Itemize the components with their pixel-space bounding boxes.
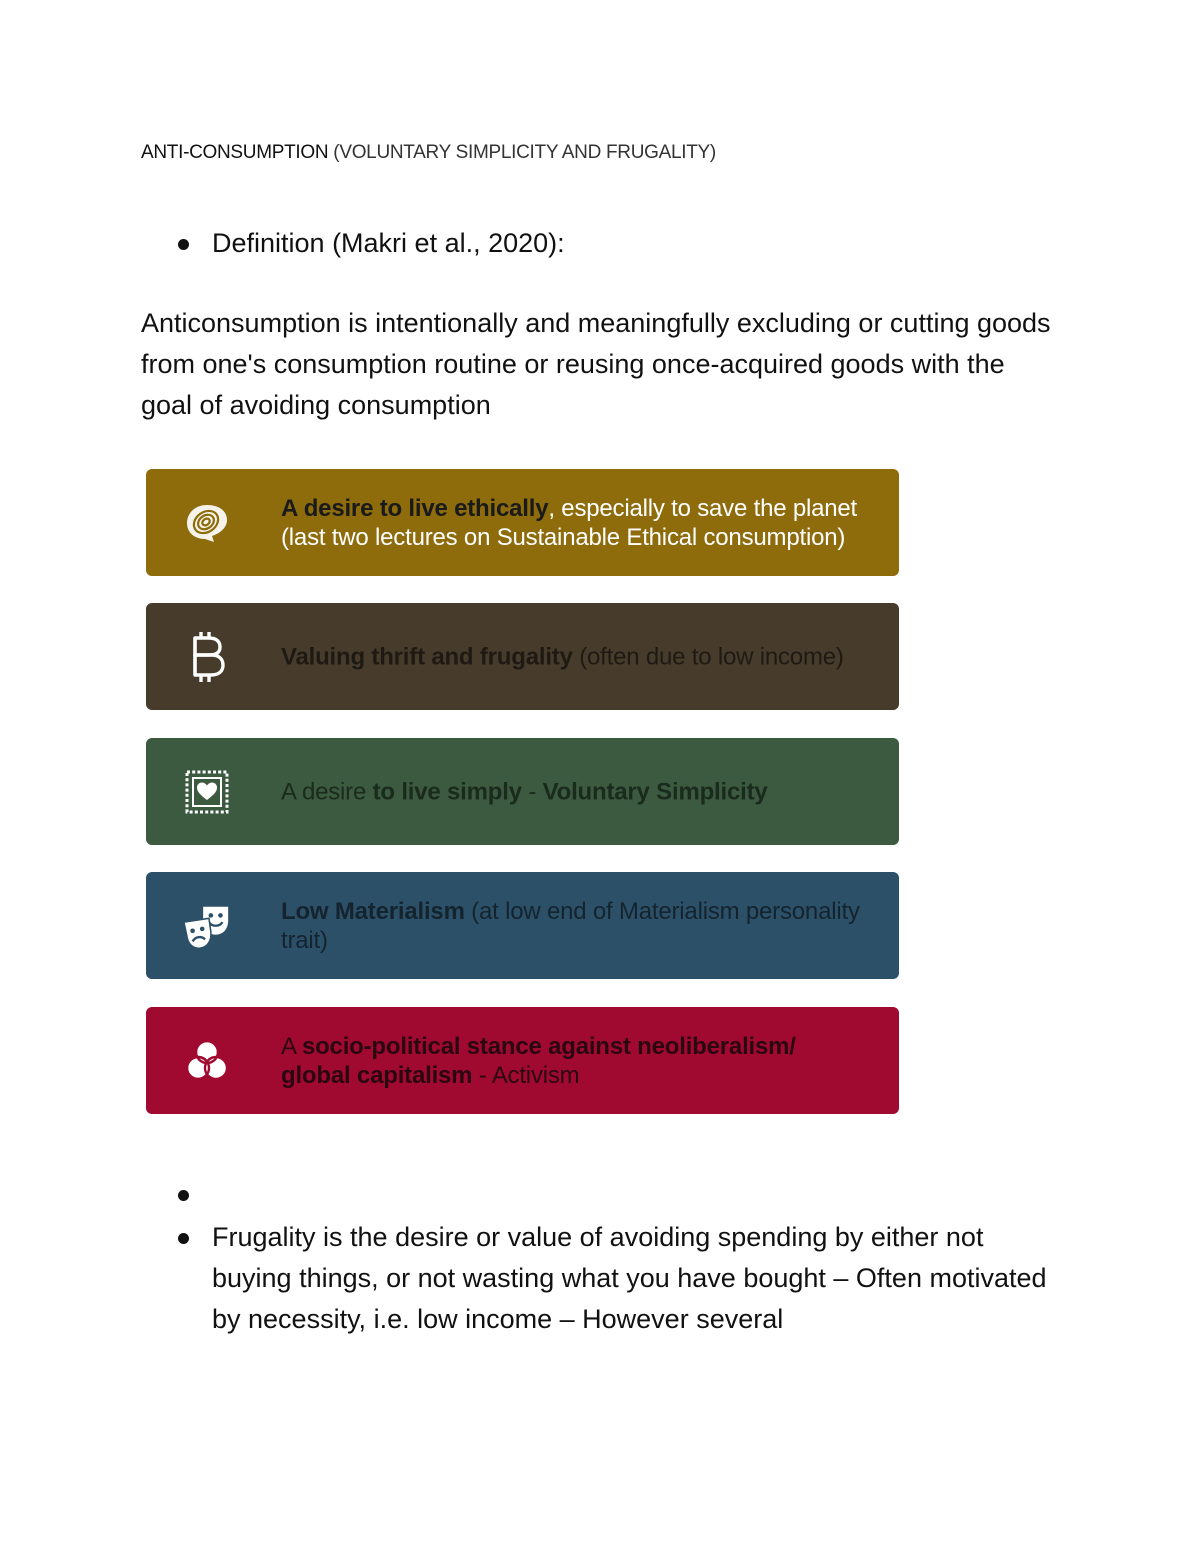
heading-sub: (VOLUNTARY SIMPLICITY AND FRUGALITY) xyxy=(333,142,716,163)
bullet-dot-icon xyxy=(178,239,189,250)
frugality-text: Frugality is the desire or value of avoiding spending by either not buying things, or not wasting what you have bought – Often motivated by necessity, i.e. low income – However several xyxy=(212,1222,1047,1334)
card-simplicity-text xyxy=(281,777,871,806)
card-ethical xyxy=(146,469,899,576)
card-ethical-bold: A desire to live ethically xyxy=(281,494,549,522)
venn-circles-icon xyxy=(182,1036,232,1086)
card-activism-bold: socio-political stance against neoliberalism/ global capitalism xyxy=(281,1032,796,1089)
card-thrift-bold: Valuing thrift and frugality xyxy=(281,643,573,670)
card-thrift-rest: (often due to low income) xyxy=(572,643,844,670)
onion-speech-icon xyxy=(182,498,232,548)
card-activism-rest: - Activism xyxy=(472,1061,580,1089)
card-activism-text xyxy=(281,1032,871,1090)
page-heading xyxy=(141,142,716,164)
definition-paragraph: Anticonsumption is intentionally and meaningfully excluding or cutting goods from one's consumption routine or reusing once-acquired goods with the goal of avoiding consumption xyxy=(141,308,1051,420)
card-simplicity-sep: - xyxy=(521,778,543,805)
heading-main: ANTI-CONSUMPTION xyxy=(141,142,329,163)
heart-stamp-icon xyxy=(182,767,232,817)
card-materialism-rest: (at low end of Materialism personality trait) xyxy=(281,897,860,954)
card-materialism-text xyxy=(281,897,871,955)
definition-text: Definition (Makri et al., 2020): xyxy=(212,228,565,258)
card-materialism-bold: Low Materialism xyxy=(281,897,465,925)
bitcoin-icon xyxy=(182,632,232,682)
card-thrift-text xyxy=(281,642,871,671)
card-simplicity-bold: to live simply xyxy=(372,778,522,805)
card-ethical-rest: , especially to save the planet (last two lectures on Sustainable Ethical consumption) xyxy=(281,494,858,551)
bullet-dot-icon xyxy=(178,1190,189,1201)
card-thrift xyxy=(146,603,899,710)
card-materialism xyxy=(146,872,899,979)
card-ethical-text xyxy=(281,494,871,552)
card-simplicity xyxy=(146,738,899,845)
theater-masks-icon xyxy=(182,901,232,951)
card-activism-pre: A xyxy=(281,1032,302,1060)
card-simplicity-bold2: Voluntary Simplicity xyxy=(542,778,768,805)
card-activism xyxy=(146,1007,899,1114)
card-simplicity-pre: A desire xyxy=(281,778,373,805)
bullet-dot-icon xyxy=(178,1233,189,1244)
